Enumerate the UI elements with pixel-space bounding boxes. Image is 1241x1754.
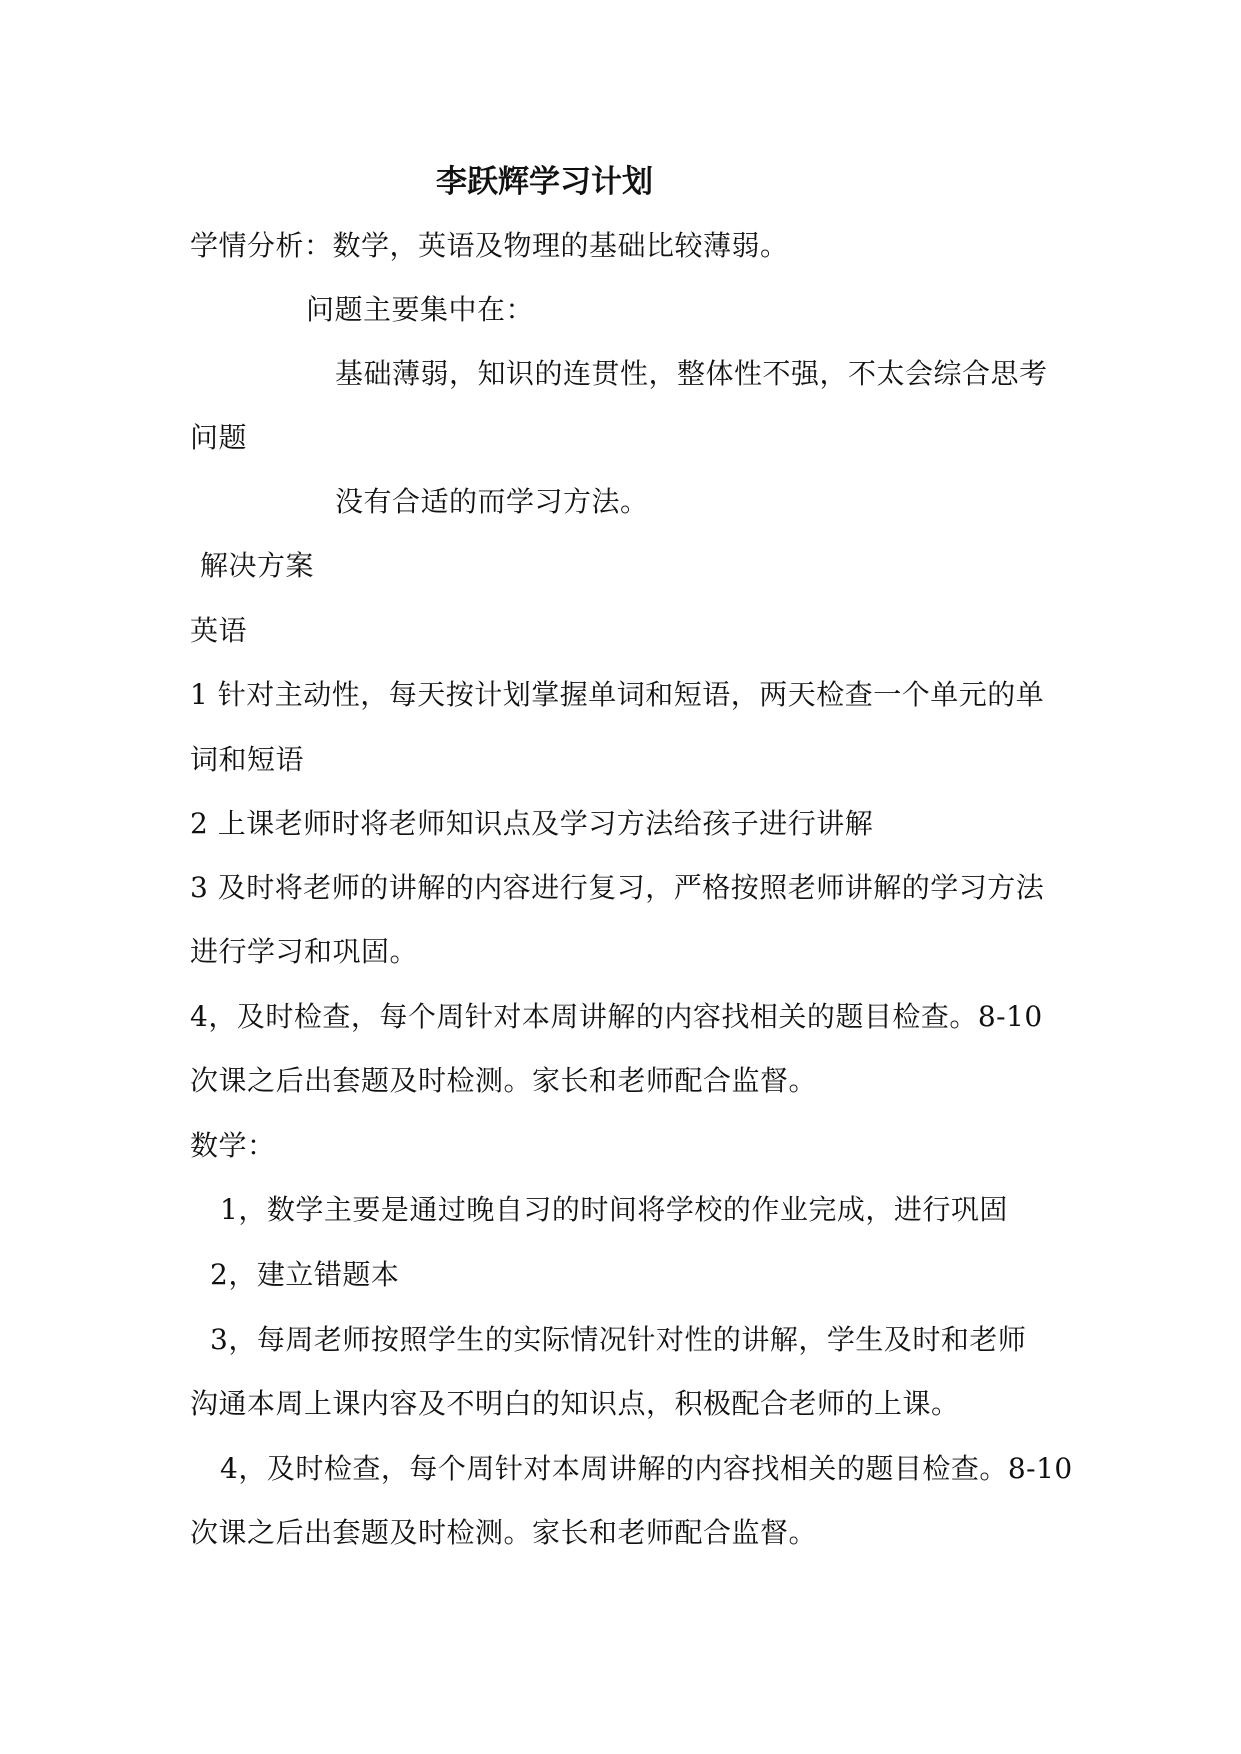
math-item-3-line-2: 沟通本周上课内容及不明白的知识点，积极配合老师的上课。	[190, 1387, 960, 1420]
math-item-4-line-2: 次课之后出套题及时检测。家长和老师配合监督。	[190, 1516, 818, 1549]
english-heading: 英语	[190, 614, 248, 647]
math-item-1: 1，数学主要是通过晚自习的时间将学校的作业完成，进行巩固	[220, 1193, 1008, 1226]
problem-1-line-2: 问题	[190, 421, 248, 454]
problem-2: 没有合适的而学习方法。	[335, 485, 649, 518]
solution-heading: 解决方案	[200, 549, 315, 582]
problem-1-line-1: 基础薄弱，知识的连贯性，整体性不强，不太会综合思考	[335, 357, 1048, 390]
math-heading: 数学：	[190, 1129, 276, 1162]
problems-intro: 问题主要集中在：	[306, 293, 535, 326]
document-title: 李跃辉学习计划	[436, 164, 653, 200]
math-item-2: 2，建立错题本	[210, 1258, 400, 1291]
english-item-4-line-1: 4，及时检查，每个周针对本周讲解的内容找相关的题目检查。8-10	[190, 1000, 1043, 1033]
math-item-4-line-1: 4，及时检查，每个周针对本周讲解的内容找相关的题目检查。8-10	[220, 1452, 1073, 1485]
analysis-summary: 学情分析：数学，英语及物理的基础比较薄弱。	[190, 229, 789, 262]
english-item-1-line-2: 词和短语	[190, 743, 305, 776]
english-item-1-line-1: 1 针对主动性，每天按计划掌握单词和短语，两天检查一个单元的单	[190, 678, 1045, 711]
english-item-4-line-2: 次课之后出套题及时检测。家长和老师配合监督。	[190, 1064, 818, 1097]
math-item-3-line-1: 3，每周老师按照学生的实际情况针对性的讲解，学生及时和老师	[210, 1323, 1027, 1356]
english-item-3-line-1: 3 及时将老师的讲解的内容进行复习，严格按照老师讲解的学习方法	[190, 871, 1045, 904]
english-item-2: 2 上课老师时将老师知识点及学习方法给孩子进行讲解	[190, 807, 874, 840]
english-item-3-line-2: 进行学习和巩固。	[190, 935, 419, 968]
